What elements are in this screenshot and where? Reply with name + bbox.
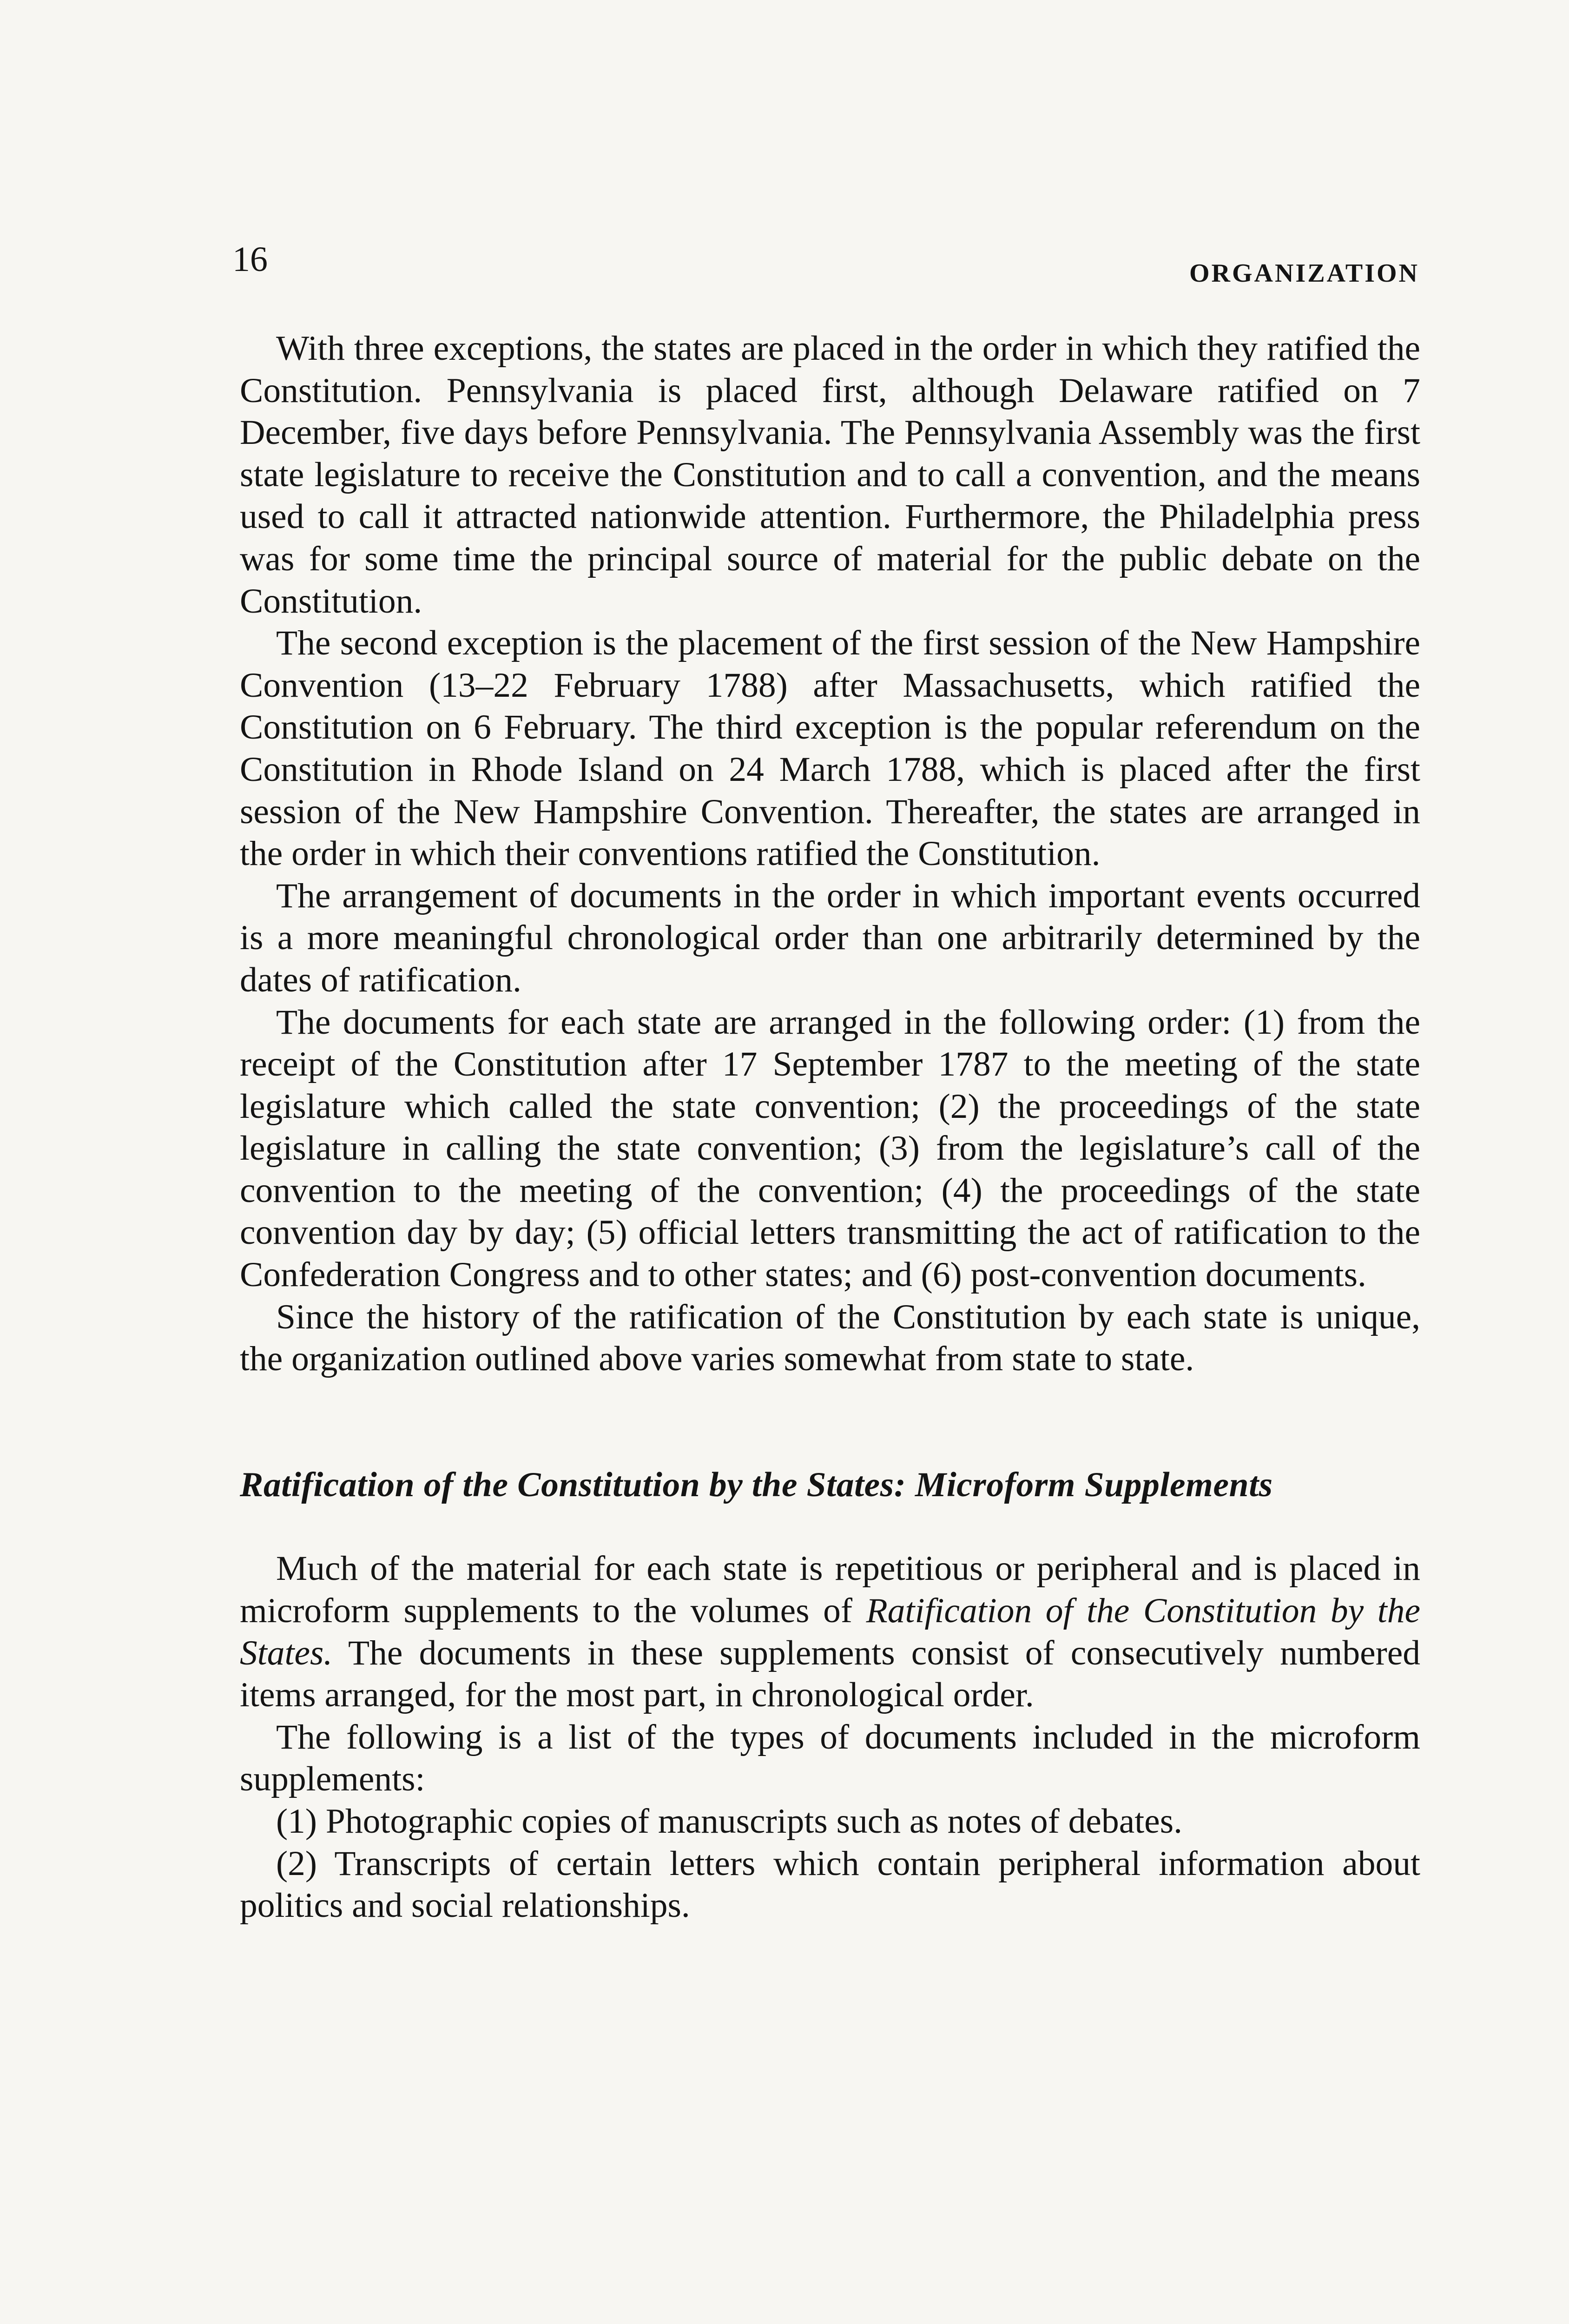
body-text [240,328,1420,1927]
section-heading: Ratification of the Constitution by the States: Microform Supplements [240,1465,1273,1504]
section-intro-after: The documents in these supplements consist of consecutively numbered items arranged, for the most part, in chronological order. [240,1633,1420,1715]
paragraph-3: The arrangement of documents in the order in which important events occurred is a more meaningful chronological order than one arbitrarily determined by the dates of ratification. [240,876,1420,999]
list-item-1: (1) Photographic copies of manuscripts such as notes of debates. [276,1802,1182,1841]
paragraph-5: Since the history of the ratification of the Constitution by each state is unique, the organization outlined above varies somewhat from state to state. [240,1297,1420,1379]
book-title: Ratification of the Constitution by the States. [240,1591,1420,1672]
running-head: ORGANIZATION [1189,259,1419,288]
section-intro-before: Much of the material for each state is repetitious or peripheral and is placed in microform supplements to the volumes of [240,1549,1420,1631]
paragraph-4: The documents for each state are arranged in the following order: (1) from the receipt of the Constitution after 17 September 1787 to the meeting of the state legislature which called the state convention; (2) the proceedings of the state legislature in calling the state convention; (3) from the legislature’s call of the convention to the meeting of the convention; (4) the proceedings of the state convention day by day; (5) official letters transmitting the act of ratification to the Confederation Congress and to other states; and (6) post-convention documents. [240,1003,1420,1294]
list-item-2: (2) Transcripts of certain letters which contain peripheral information about politics and social relationships. [240,1844,1420,1925]
section-intro-paragraph [240,1548,1420,1716]
page-number: 16 [232,240,268,279]
paragraph-1: With three exceptions, the states are placed in the order in which they ratified the Constitution. Pennsylvania is placed first, although Delaware ratified on 7 December, five days before Pennsylvania. The Pennsylvania Assembly was the first state legislature to receive the Constitution and to call a convention, and the means used to call it attracted nationwide attention. Furthermore, the Philadelphia press was for some time the principal source of material for the public debate on the Constitution. [240,329,1420,621]
list-intro-paragraph: The following is a list of the types of documents included in the microform supplements: [240,1717,1420,1799]
paragraph-2: The second exception is the placement of the first session of the New Hampshire Convention (13–22 February 1788) after Massachusetts, which ratified the Constitution on 6 February. The third exception is the popular referendum on the Constitution in Rhode Island on 24 March 1788, which is placed after the first session of the New Hampshire Convention. Thereafter, the states are arranged in the order in which their conventions ratified the Constitution. [240,624,1420,873]
